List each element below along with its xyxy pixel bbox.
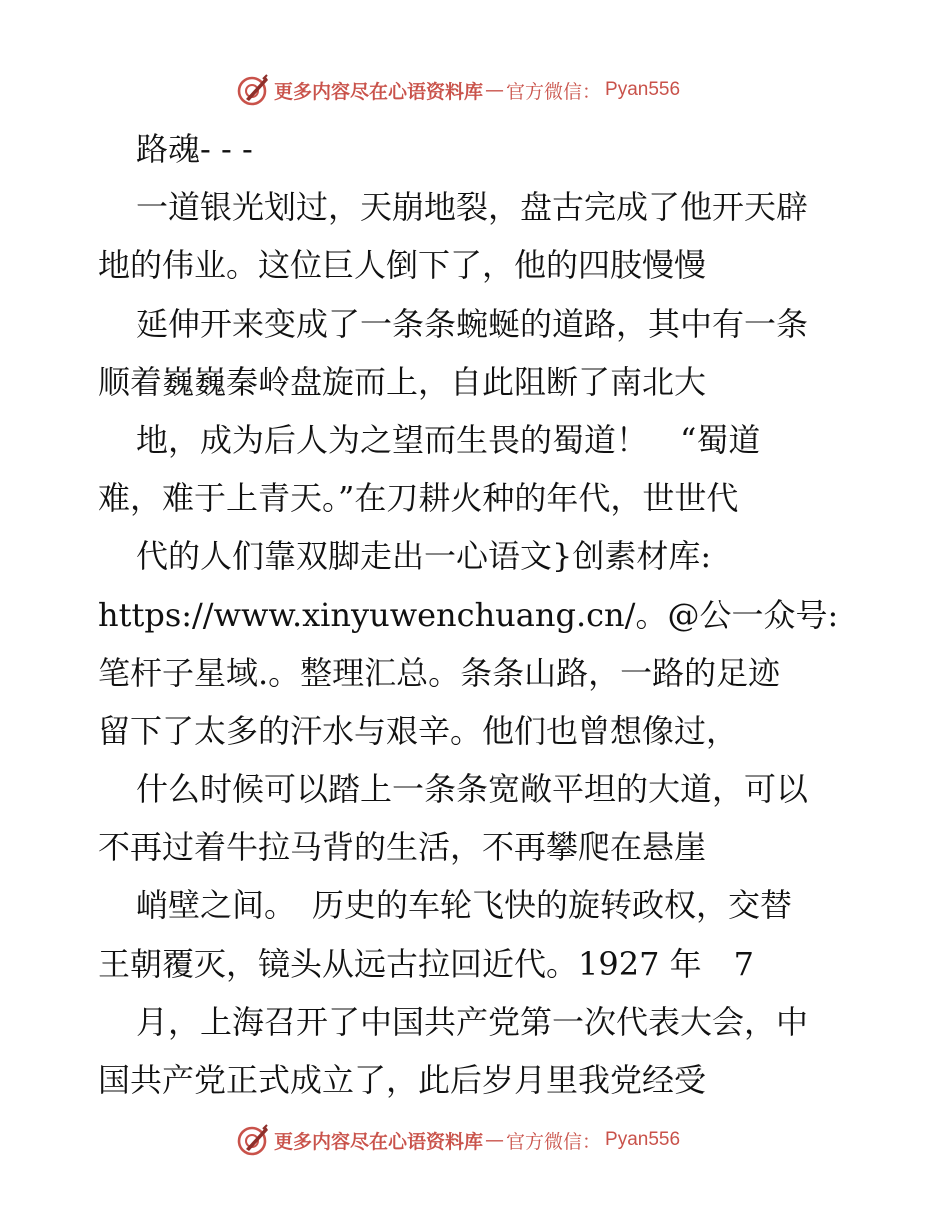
footer-wechat-id: Pyan556 xyxy=(605,1129,681,1150)
text-line: 地的伟业。这位巨人倒下了，他的四肢慢慢 xyxy=(98,246,707,285)
text-line: 路魂- - - xyxy=(136,130,253,168)
text-line: 地，成为后人为之望而生畏的蜀道！ “蜀道 xyxy=(136,420,761,459)
text-line: 延伸开来变成了一条条蜿蜒的道路，其中有一条 xyxy=(136,304,809,343)
text-line: 不再过着牛拉马背的生活，不再攀爬在悬崖 xyxy=(98,828,707,867)
text-line: 王朝覆灭，镜头从远古拉回近代。1927 年 7 xyxy=(98,944,754,983)
header-wechat-id: Pyan556 xyxy=(605,79,681,100)
quill-logo-icon xyxy=(236,1123,270,1157)
text-line: 代的人们靠双脚走出一心语文}创素材库: xyxy=(136,537,712,576)
footer-site-text: 更多内容尽在心语资料库 xyxy=(274,1130,484,1153)
text-line: https://www.xinyuwenchuang.cn/。@公一众号: xyxy=(98,595,839,634)
footer-wechat-label: 官方微信： xyxy=(506,1130,602,1153)
header-wechat-label: 官方微信： xyxy=(506,80,602,103)
text-line: 峭壁之间。 历史的车轮飞快的旋转政权，交替 xyxy=(136,886,793,925)
document-body xyxy=(98,120,858,1109)
text-line: 笔杆子星域.。整理汇总。条条山路，一路的足迹 xyxy=(98,653,781,692)
text-line: 难，难于上青天。”在刀耕火种的年代，世世代 xyxy=(98,479,739,518)
text-line: 月，上海召开了中国共产党第一次代表大会，中 xyxy=(136,1002,809,1041)
text-line: 国共产党正式成立了，此后岁月里我党经受 xyxy=(98,1061,707,1099)
text-line: 什么时候可以踏上一条条宽敞平坦的大道，可以 xyxy=(136,770,809,809)
footer-banner xyxy=(236,1120,680,1160)
header-banner xyxy=(236,70,680,110)
header-site-text: 更多内容尽在心语资料库 xyxy=(274,80,484,103)
header-dash: — xyxy=(485,79,505,101)
quill-logo-icon xyxy=(236,73,270,107)
text-line: 留下了太多的汗水与艰辛。他们也曾想像过， xyxy=(98,711,739,750)
text-line: 一道银光划过，天崩地裂，盘古完成了他开天辟 xyxy=(136,188,809,227)
text-line: 顺着巍巍秦岭盘旋而上，自此阻断了南北大 xyxy=(98,362,707,401)
footer-dash: — xyxy=(485,1129,505,1151)
